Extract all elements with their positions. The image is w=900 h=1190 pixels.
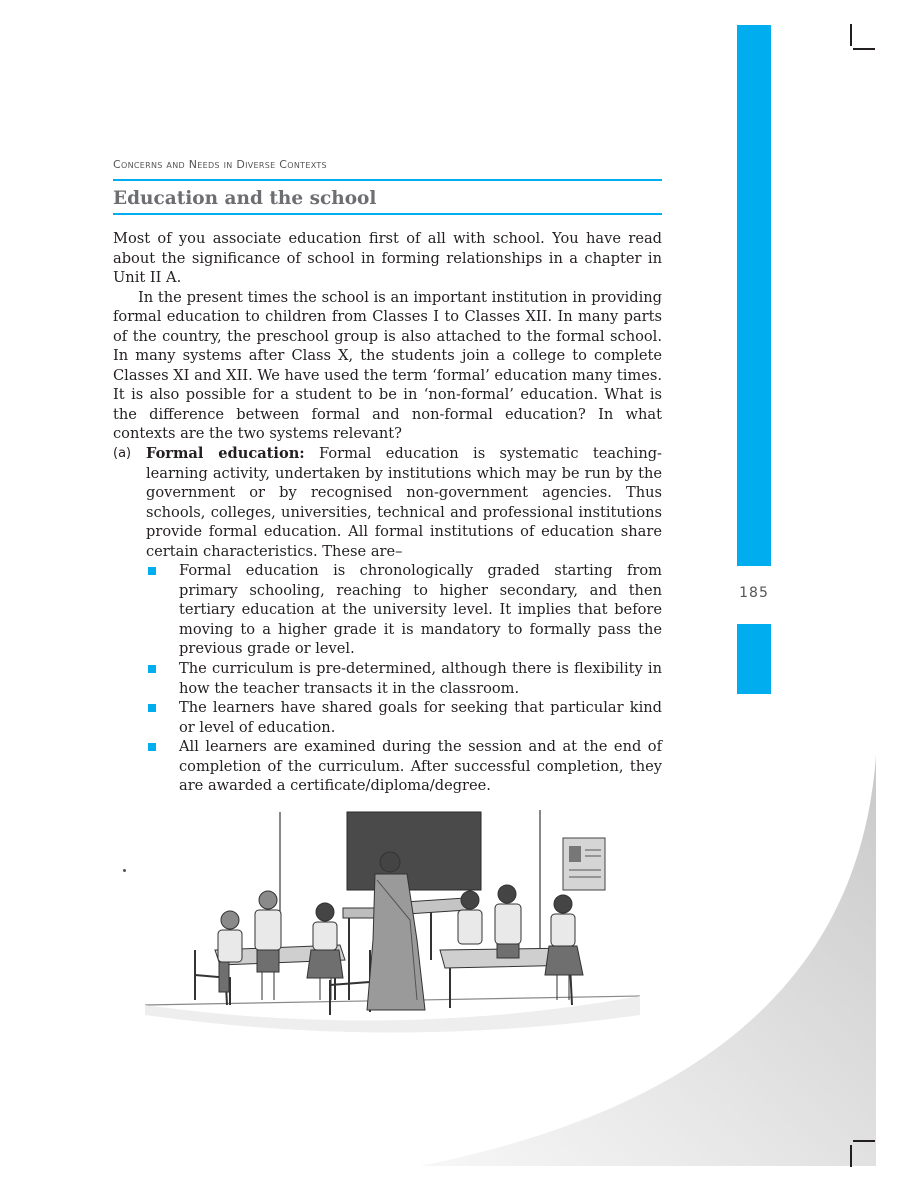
- header-rule: [113, 179, 662, 181]
- list-item-a: [113, 444, 662, 561]
- term-formal-education: Formal education:: [146, 445, 305, 463]
- square-bullet-icon: [148, 704, 156, 712]
- side-tab-bar-upper: [737, 25, 771, 566]
- characteristics-list: [113, 561, 662, 796]
- stray-dot: [123, 869, 126, 872]
- square-bullet-icon: [148, 743, 156, 751]
- bullet-text: The curriculum is pre-determined, although there is flexibility in how the teacher transacts it in the classroom.: [179, 660, 662, 697]
- classroom-illustration: [135, 800, 655, 1050]
- square-bullet-icon: [148, 567, 156, 575]
- crop-mark-top-horizontal: [853, 48, 875, 50]
- crop-mark-bottom-horizontal: [853, 1140, 875, 1142]
- bullet-text: Formal education is chronologically graded starting from primary schooling, reaching to higher secondary, and then tertiary education at the university level. It implies that before moving to a higher grade it is mandatory to formally pass the previous grade or level.: [179, 562, 662, 658]
- list-item: [179, 737, 662, 796]
- list-item: [179, 561, 662, 659]
- list-marker-a: (a): [113, 446, 132, 462]
- list-item: [179, 698, 662, 737]
- formal-education-definition: Formal education is systematic teaching-learning activity, undertaken by institutions which may be run by the government or by recognised non-government agencies. Thus schools, colleges, universities, technical and professional institutions provide formal education. All formal institutions of education share certain characteristics. These are–: [146, 445, 662, 560]
- bullet-text: All learners are examined during the session and at the end of completion of the curriculum. After successful completion, they are awarded a certificate/diploma/degree.: [179, 738, 662, 795]
- square-bullet-icon: [148, 665, 156, 673]
- page-number: 185: [739, 585, 769, 601]
- body-text: [113, 229, 662, 796]
- section-title: Education and the school: [113, 188, 377, 209]
- list-item: [179, 659, 662, 698]
- running-header: [113, 158, 661, 171]
- section-title-rule: [113, 213, 662, 215]
- crop-mark-bottom-vertical: [850, 1145, 852, 1167]
- running-header-text: Concerns and Needs in Diverse Contexts: [113, 158, 327, 171]
- paragraph-2: In the present times the school is an important institution in providing formal education to children from Classes I to Classes XII. In many parts of the country, the preschool group is also attached to the formal school. In many systems after Class X, the students join a college to complete Classes XI and XII. We have used the term ‘formal’ education many times. It is also possible for a student to be in ‘non-formal’ education. What is the difference between formal and non-formal education? In what contexts are the two systems relevant?: [113, 288, 662, 443]
- bullet-text: The learners have shared goals for seeking that particular kind or level of education.: [179, 699, 662, 736]
- crop-mark-top-vertical: [850, 24, 852, 46]
- side-tab-bar-lower: [737, 624, 771, 694]
- paragraph-1: Most of you associate education first of all with school. You have read about the significance of school in forming relationships in a chapter in Unit II A.: [113, 230, 662, 287]
